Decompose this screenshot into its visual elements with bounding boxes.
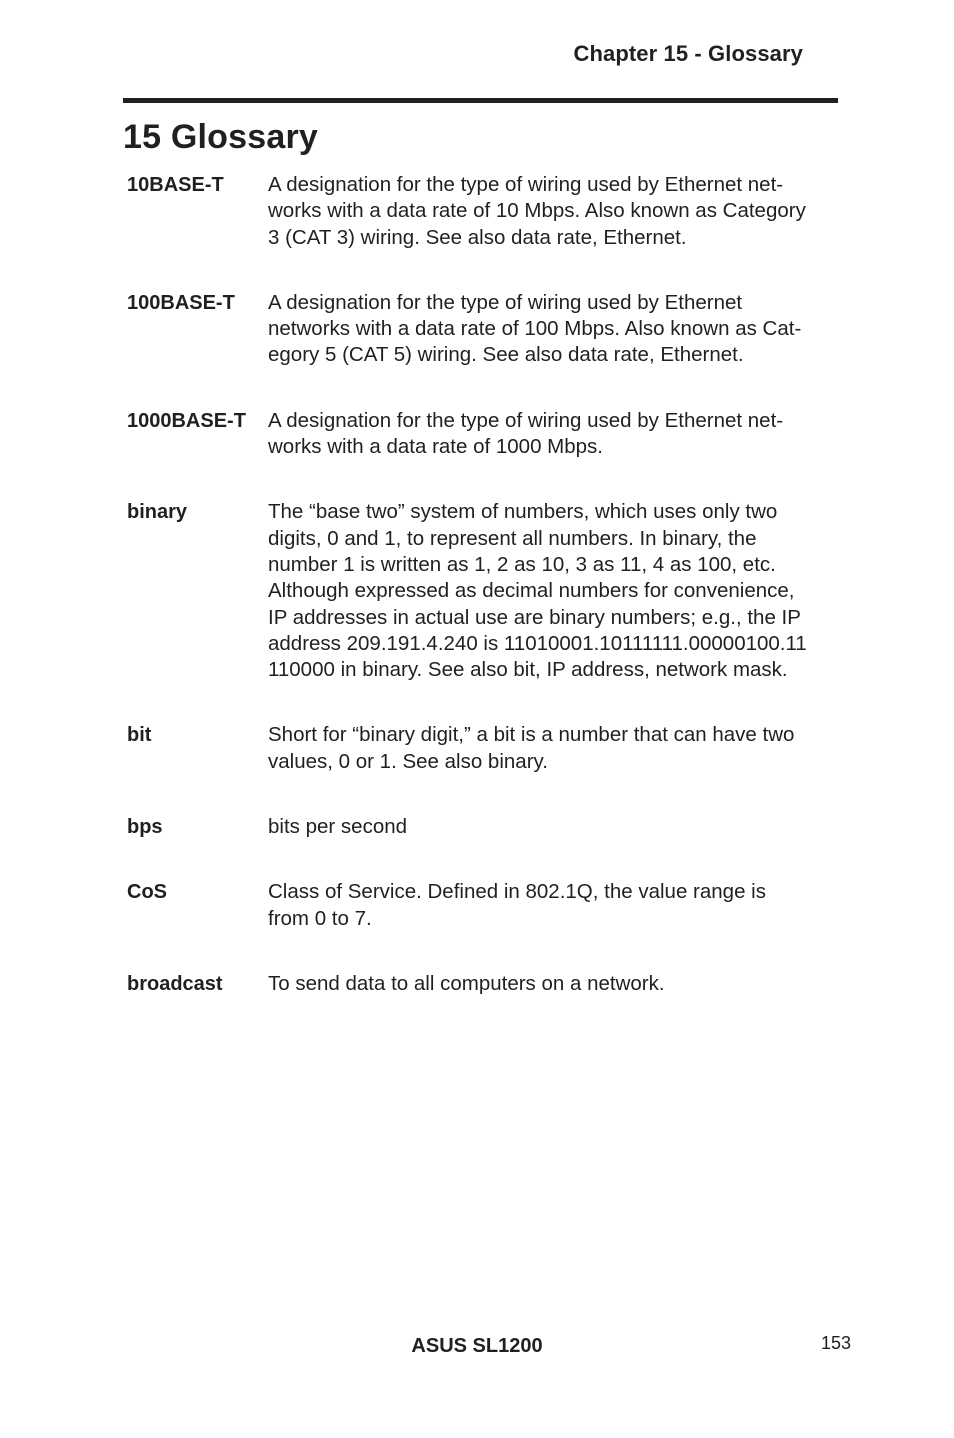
glossary-entry-cos — [127, 879, 839, 932]
glossary-term: CoS — [127, 881, 167, 904]
glossary-entry-100base-t — [127, 290, 839, 369]
glossary-definition: Class of Service. Defined in 802.1Q, the value range is from 0 to 7. — [268, 880, 766, 930]
glossary-entry-broadcast — [127, 971, 839, 997]
glossary-entry-bps — [127, 814, 839, 840]
page-number: 153 — [820, 1333, 851, 1353]
glossary-definition: Short for “binary digit,” a bit is a number that can have two values, 0 or 1. See also binary. — [268, 723, 795, 773]
glossary-definition: The “base two” system of numbers, which uses only two digits, 0 and 1, to represent all numbers. In binary, the number 1 is written as 1, 2 as 10, 3 as 11, 4 as 100, etc. Although expressed as decimal numbers for convenience, IP addresses in actual use are binary numbers; e.g., the IP address 209.191.4.240 is 11010001.10111111.00000100.11 110000 in binary. See also bit, IP address, network mask. — [268, 500, 807, 682]
glossary-entry-binary — [127, 499, 839, 683]
glossary-entry-bit — [127, 722, 839, 775]
glossary-definition: A designation for the type of wiring used by Ethernet net- works with a data rate of 1000 Mbps. — [268, 408, 784, 459]
footer-product-name: ASUS SL1200 — [411, 1335, 543, 1357]
glossary-definition: bits per second — [268, 815, 408, 839]
glossary-list — [127, 172, 839, 1036]
header-rule — [123, 98, 838, 103]
glossary-term: bit — [127, 724, 152, 747]
glossary-term: 1000BASE-T — [127, 409, 246, 432]
glossary-term: broadcast — [127, 972, 223, 995]
glossary-definition: A designation for the type of wiring used by Ethernet networks with a data rate of 100 Mbps. Also known as Cat- egory 5 (CAT 5) wiring. See also data rate, Ethernet. — [268, 290, 802, 367]
glossary-term: 100BASE-T — [127, 291, 235, 314]
glossary-definition: To send data to all computers on a network. — [268, 971, 665, 995]
glossary-term: binary — [127, 501, 188, 524]
glossary-term: bps — [127, 816, 163, 839]
glossary-definition: A designation for the type of wiring used by Ethernet net- works with a data rate of 10 Mbps. Also known as Category 3 (CAT 3) wiring. See also data rate, Ethernet. — [268, 173, 806, 249]
chapter-title: 15 Glossary — [123, 118, 318, 156]
glossary-entry-10base-t — [127, 172, 839, 251]
glossary-term: 10BASE-T — [127, 174, 224, 196]
glossary-entry-1000base-t — [127, 408, 839, 461]
running-header: Chapter 15 - Glossary — [573, 41, 803, 66]
